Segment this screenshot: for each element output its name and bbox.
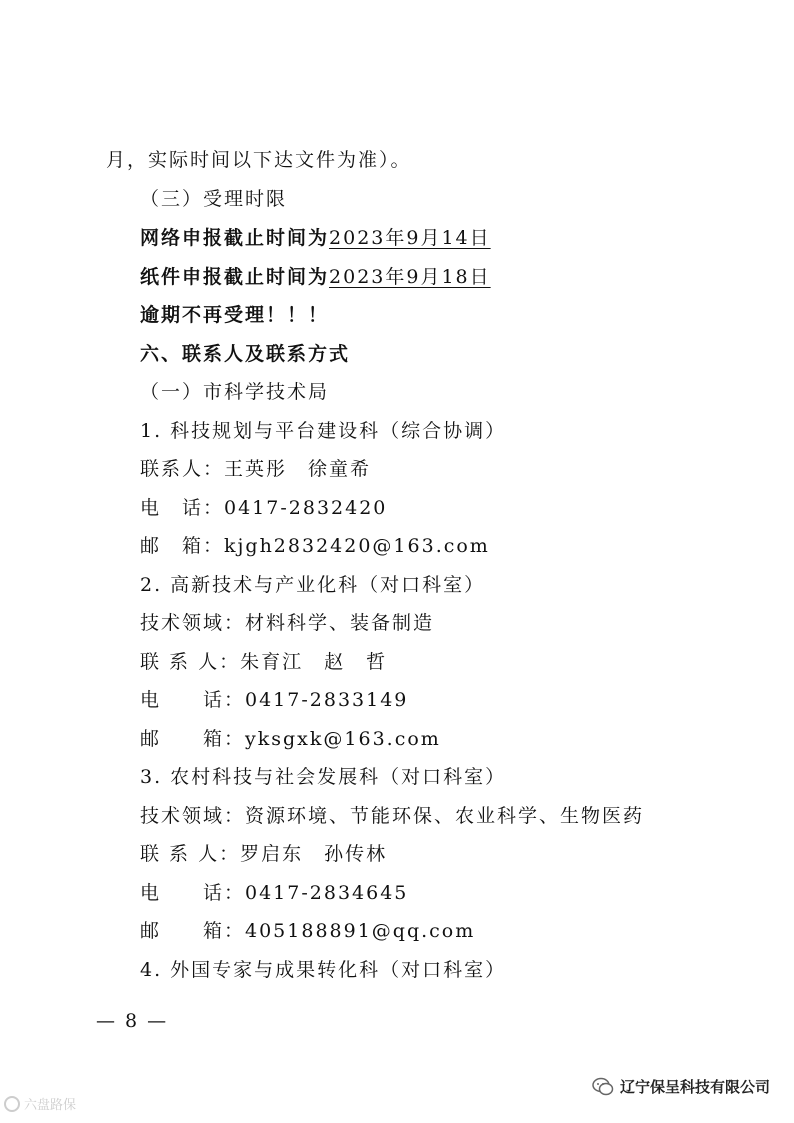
dept-1-phone: 电 话：0417-2832420 <box>140 497 388 519</box>
paper-deadline-label: 纸件申报截止时间为 <box>140 266 330 288</box>
dept-2-fields: 技术领域：材料科学、装备制造 <box>140 612 435 634</box>
text-line-continuation: 月，实际时间以下达文件为准）。 <box>106 149 412 171</box>
watermark-ring-icon <box>4 1096 20 1112</box>
wechat-watermark <box>592 1076 770 1097</box>
dept-2-contacts: 联 系 人：朱育江 赵 哲 <box>140 651 388 673</box>
corner-watermark <box>4 1094 76 1113</box>
watermark-text: 辽宁保呈科技有限公司 <box>619 1078 770 1096</box>
late-notice: 逾期不再受理！！！ <box>140 304 330 326</box>
dept-3-email: 邮 箱：405188891@qq.com <box>140 920 476 942</box>
dept-1-email: 邮 箱：kjgh2832420@163.com <box>140 535 490 557</box>
page-number: — 8 — <box>96 1010 169 1032</box>
dept-2-title: 2. 高新技术与产业化科（对口科室） <box>140 574 486 596</box>
online-deadline-line <box>140 226 491 250</box>
online-deadline-date: 2023年9月14日 <box>329 227 491 249</box>
section-heading-acceptance-period: （三）受理时限 <box>140 188 288 210</box>
dept-3-phone: 电 话：0417-2834645 <box>140 882 409 904</box>
online-deadline-label: 网络申报截止时间为 <box>140 227 330 249</box>
dept-1-title: 1. 科技规划与平台建设科（综合协调） <box>140 420 507 442</box>
corner-watermark-text: 六盘路保 <box>24 1098 77 1113</box>
wechat-icon <box>592 1077 614 1097</box>
dept-3-title: 3. 农村科技与社会发展科（对口科室） <box>140 766 507 788</box>
section-heading-contacts: 六、联系人及联系方式 <box>140 343 351 365</box>
dept-3-contacts: 联 系 人：罗启东 孙传林 <box>140 843 388 865</box>
dept-3-fields: 技术领域：资源环境、节能环保、农业科学、生物医药 <box>140 805 645 827</box>
dept-2-email: 邮 箱：yksgxk@163.com <box>140 728 441 750</box>
dept-1-contacts: 联系人：王英彤 徐童希 <box>140 458 372 480</box>
paper-deadline-line <box>140 265 491 289</box>
dept-4-title: 4. 外国专家与成果转化科（对口科室） <box>140 959 507 981</box>
dept-2-phone: 电 话：0417-2833149 <box>140 689 409 711</box>
paper-deadline-date: 2023年9月18日 <box>329 266 491 288</box>
subsection-heading-bureau: （一）市科学技术局 <box>140 381 330 403</box>
